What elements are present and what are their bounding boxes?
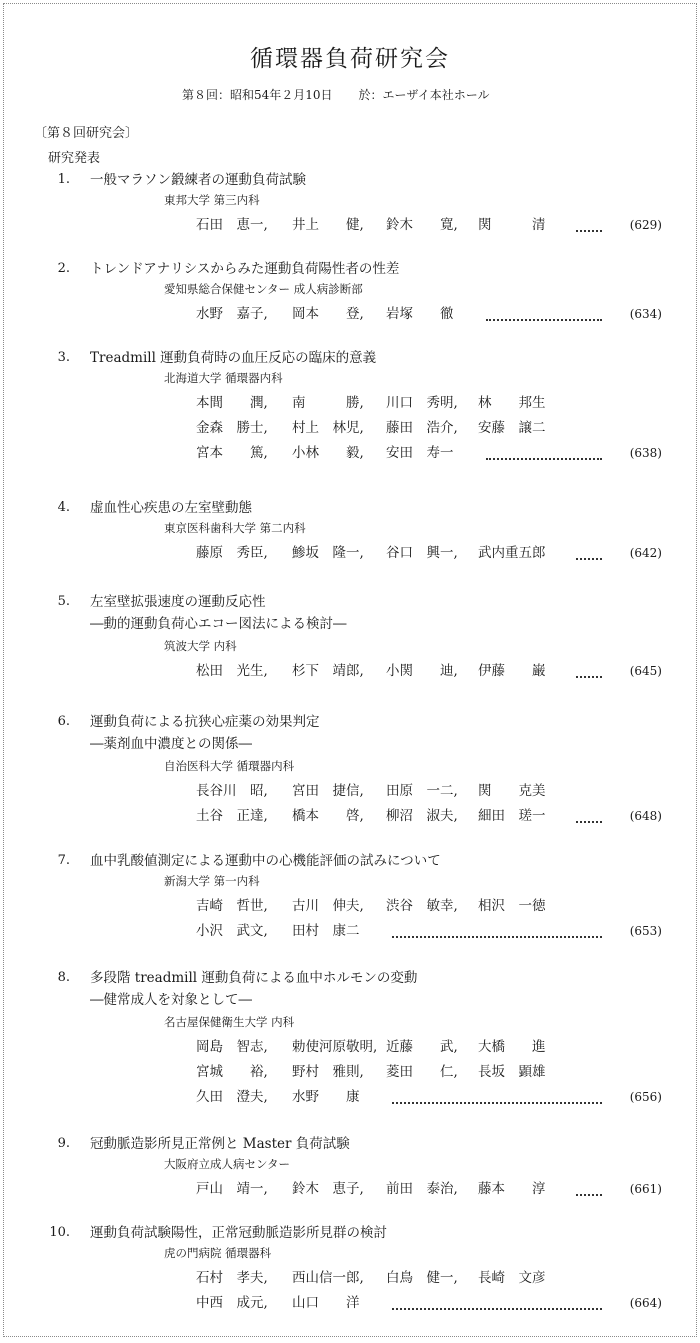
- author-row: [196, 303, 662, 325]
- author-name: 橋本 啓,: [292, 808, 364, 824]
- dotted-leader: [576, 660, 602, 678]
- author-name: 中西 成元,: [196, 1295, 268, 1311]
- author-row: [196, 805, 662, 827]
- author-name: 野村 雅則,: [292, 1064, 364, 1080]
- author-name: 長崎 文彦: [478, 1270, 546, 1286]
- author-name: 藤本 淳: [478, 1181, 546, 1197]
- author-name: 武内重五郎: [478, 545, 546, 561]
- author-name: 前田 泰治,: [386, 1181, 458, 1197]
- entry-title: 多段階 treadmill 運動負荷による血中ホルモンの変動: [90, 970, 418, 986]
- author-name: 石村 孝夫,: [196, 1270, 268, 1286]
- entry-affiliation: 自治医科大学 循環器内科: [164, 759, 295, 773]
- entry-affiliation: 東邦大学 第三内科: [164, 193, 260, 207]
- page-title: 循環器負荷研究会: [250, 46, 450, 72]
- author-name: 白鳥 健一,: [386, 1270, 458, 1286]
- author-row: [196, 1061, 662, 1083]
- author-name: 藤田 浩介,: [386, 420, 458, 436]
- author-name: 岡島 智志,: [196, 1039, 268, 1055]
- author-row: [196, 1292, 662, 1314]
- author-name: 田原 一二,: [386, 783, 458, 799]
- author-name: 宮本 篤,: [196, 445, 268, 461]
- author-name: 井上 健,: [292, 217, 364, 233]
- entry-title: 運動負荷試験陽性，正常冠動脈造影所見群の検討: [90, 1225, 387, 1241]
- entry-number: 4.: [57, 500, 70, 515]
- author-name: 細田 瑳一: [478, 808, 546, 824]
- entry-affiliation: 新潟大学 第一内科: [164, 874, 260, 888]
- meeting-info: [182, 86, 489, 103]
- entry-title: 冠動脈造影所見正常例と Master 負荷試験: [90, 1136, 350, 1152]
- dotted-leader: [486, 303, 602, 321]
- entry-number: 10.: [49, 1225, 70, 1240]
- section-subheading: 研究発表: [48, 151, 101, 166]
- author-row: [196, 920, 662, 942]
- author-name: 久田 澄夫,: [196, 1089, 268, 1105]
- entry-number: 3.: [57, 350, 70, 365]
- entry-title: トレンドアナリシスからみた運動負荷陽性者の性差: [90, 261, 400, 277]
- entry-affiliation: 筑波大学 内科: [164, 639, 237, 653]
- author-name: 古川 伸夫,: [292, 898, 364, 914]
- author-row: [196, 1267, 662, 1289]
- author-name: 吉崎 哲世,: [196, 898, 268, 914]
- author-row: [196, 1036, 662, 1058]
- page-number: (661): [629, 1182, 662, 1196]
- author-name: 宮城 裕,: [196, 1064, 268, 1080]
- author-name: 鈴木 恵子,: [292, 1181, 364, 1197]
- author-name: 安藤 譲二: [478, 420, 546, 436]
- section-label: 〔第８回研究会〕: [34, 126, 139, 141]
- entry-number: 7.: [57, 853, 70, 868]
- meeting-venue: 於：エーザイ本社ホール: [358, 88, 490, 102]
- page-number: (629): [629, 218, 662, 232]
- dotted-leader: [576, 542, 602, 560]
- author-name: 小林 毅,: [292, 445, 364, 461]
- dotted-leader: [576, 214, 602, 232]
- author-name: 柳沼 淑夫,: [386, 808, 458, 824]
- dotted-leader: [576, 805, 602, 823]
- author-name: 村上 林児,: [292, 420, 364, 436]
- author-name: 長谷川 昭,: [196, 783, 268, 799]
- author-name: 相沢 一徳: [478, 898, 546, 914]
- page-number: (648): [629, 809, 662, 823]
- entry-subtitle: ―薬剤血中濃度との関係―: [90, 736, 252, 752]
- author-name: 松田 光生,: [196, 663, 268, 679]
- author-name: 長坂 顕雄: [478, 1064, 546, 1080]
- entry-affiliation: 虎の門病院 循環器科: [164, 1246, 272, 1260]
- author-name: 南 勝,: [292, 395, 364, 411]
- author-name: 小沢 武文,: [196, 923, 268, 939]
- page-number: (645): [629, 664, 662, 678]
- entry-number: 2.: [57, 261, 70, 276]
- page-number: (656): [629, 1090, 662, 1104]
- author-name: 藤原 秀臣,: [196, 545, 268, 561]
- author-name: 土谷 正達,: [196, 808, 268, 824]
- dotted-leader: [486, 442, 602, 460]
- author-row: [196, 1086, 662, 1108]
- dotted-leader: [576, 1178, 602, 1196]
- author-name: 小関 迪,: [386, 663, 458, 679]
- author-name: 菱田 仁,: [386, 1064, 458, 1080]
- author-name: 鯵坂 隆一,: [292, 545, 364, 561]
- author-name: 山口 洋: [292, 1295, 360, 1311]
- entry-subtitle: ―動的運動負荷心エコー図法による検討―: [90, 616, 347, 632]
- author-name: 田村 康二: [292, 923, 360, 939]
- entry-affiliation: 東京医科歯科大学 第二内科: [164, 521, 306, 535]
- entry-title: 一般マラソン鍛練者の運動負荷試験: [90, 172, 306, 188]
- author-name: 伊藤 巌: [478, 663, 546, 679]
- author-name: 谷口 興一,: [386, 545, 458, 561]
- page-number: (642): [629, 546, 662, 560]
- author-name: 戸山 靖一,: [196, 1181, 268, 1197]
- author-name: 杉下 靖郎,: [292, 663, 364, 679]
- author-row: [196, 1178, 662, 1200]
- author-name: 関 克美: [478, 783, 546, 799]
- dotted-leader: [392, 920, 602, 938]
- author-name: 近藤 武,: [386, 1039, 458, 1055]
- page-number: (653): [629, 924, 662, 938]
- entry-number: 5.: [57, 594, 70, 609]
- author-name: 宮田 捷信,: [292, 783, 364, 799]
- entry-affiliation: 大阪府立成人病センター: [164, 1157, 291, 1171]
- author-row: [196, 214, 662, 236]
- author-row: [196, 542, 662, 564]
- author-name: 大橋 進: [478, 1039, 546, 1055]
- entry-affiliation: 愛知県総合保健センター 成人病診断部: [164, 282, 363, 296]
- dotted-leader: [392, 1086, 602, 1104]
- author-name: 関 清: [478, 217, 546, 233]
- entry-title: 運動負荷による抗狭心症薬の効果判定: [90, 714, 320, 730]
- author-name: 水野 嘉子,: [196, 306, 268, 322]
- author-name: 鈴木 寛,: [386, 217, 458, 233]
- author-row: [196, 895, 662, 917]
- author-name: 渋谷 敏幸,: [386, 898, 458, 914]
- document-page: [3, 3, 697, 1337]
- author-row: [196, 660, 662, 682]
- entry-subtitle: ―健常成人を対象として―: [90, 992, 252, 1008]
- author-name: 林 邦生: [478, 395, 546, 411]
- page-number: (664): [629, 1296, 662, 1310]
- author-name: 水野 康: [292, 1089, 360, 1105]
- author-name: 岩塚 徹: [386, 306, 454, 322]
- page-number: (638): [629, 446, 662, 460]
- page-number: (634): [629, 307, 662, 321]
- entry-number: 8.: [57, 970, 70, 985]
- author-name: 川口 秀明,: [386, 395, 458, 411]
- entry-title: 虚血性心疾患の左室壁動態: [90, 500, 252, 516]
- author-row: [196, 392, 662, 414]
- author-name: 本間 潤,: [196, 395, 268, 411]
- author-row: [196, 780, 662, 802]
- author-name: 勅使河原敬明,: [292, 1039, 378, 1055]
- author-name: 岡本 登,: [292, 306, 364, 322]
- entry-number: 1.: [57, 172, 70, 187]
- entry-title: Treadmill 運動負荷時の血圧反応の臨床的意義: [90, 350, 377, 366]
- author-name: 石田 恵一,: [196, 217, 268, 233]
- author-name: 金森 勝士,: [196, 420, 268, 436]
- dotted-leader: [392, 1292, 602, 1310]
- entry-title: 血中乳酸値測定による運動中の心機能評価の試みについて: [90, 853, 441, 869]
- entry-title: 左室壁拡張速度の運動反応性: [90, 594, 266, 610]
- author-name: 安田 寿一: [386, 445, 454, 461]
- meeting-session: 第８回：昭和54年２月10日: [182, 88, 333, 102]
- author-row: [196, 417, 662, 439]
- entry-number: 6.: [57, 714, 70, 729]
- entry-number: 9.: [57, 1136, 70, 1151]
- entry-affiliation: 名古屋保健衛生大学 内科: [164, 1015, 295, 1029]
- entry-affiliation: 北海道大学 循環器内科: [164, 371, 283, 385]
- author-row: [196, 442, 662, 464]
- author-name: 西山信一郎,: [292, 1270, 364, 1286]
